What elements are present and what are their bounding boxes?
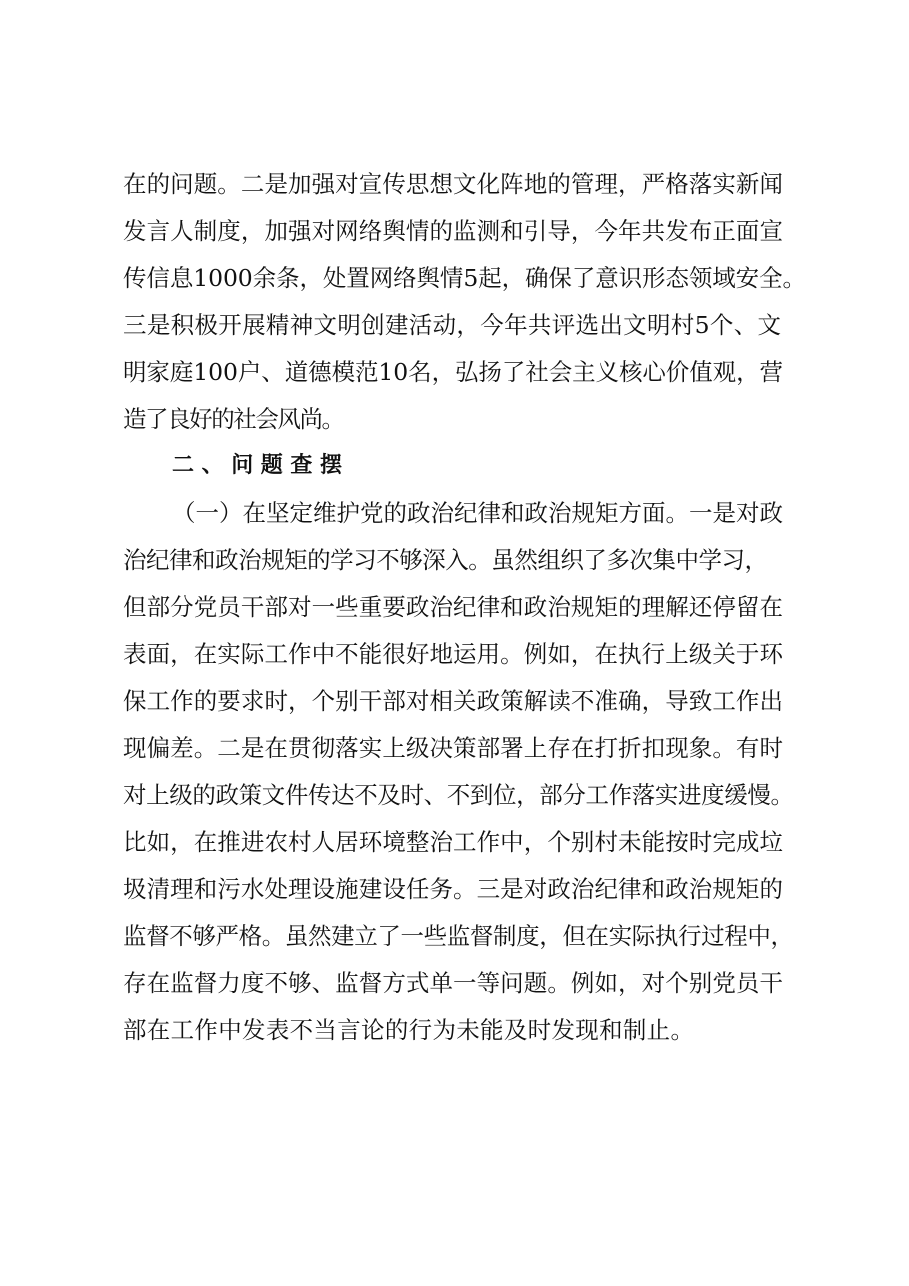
text-line: 在的问题。二是加强对宣传思想文化阵地的管理，严格落实新闻 [123, 170, 784, 198]
text-line: 保工作的要求时，个别干部对相关政策解读不准确，导致工作出 [123, 687, 784, 715]
text-line: 圾清理和污水处理设施建设任务。三是对政治纪律和政治规矩的 [123, 875, 784, 903]
text-line: （一）在坚定维护党的政治纪律和政治规矩方面。一是对政 [172, 499, 783, 527]
text-line: 三是积极开展精神文明创建活动，今年共评选出文明村5个、文 [123, 311, 782, 339]
text-line: 对上级的政策文件传达不及时、不到位，部分工作落实进度缓慢。 [123, 781, 794, 809]
text-line: 但部分党员干部对一些重要政治纪律和政治规矩的理解还停留在 [123, 593, 784, 621]
text-line: 传信息1000余条，处置网络舆情5起，确保了意识形态领域安全。 [123, 264, 806, 292]
text-line: 治纪律和政治规矩的学习不够深入。虽然组织了多次集中学习， [123, 546, 768, 574]
text-line: 监督不够严格。虽然建立了一些监督制度，但在实际执行过程中， [123, 922, 794, 950]
text-line: 存在监督力度不够、监督方式单一等问题。例如，对个别党员干 [123, 969, 784, 997]
text-line: 造了良好的社会风尚。 [123, 405, 344, 433]
text-line: 发言人制度，加强对网络舆情的监测和引导，今年共发布正面宣 [123, 217, 784, 245]
text-line: 部在工作中发表不当言论的行为未能及时发现和制止。 [123, 1016, 695, 1044]
text-line: 明家庭100户、道德模范10名，弘扬了社会主义核心价值观，营 [123, 358, 783, 386]
text-line: 比如，在推进农村人居环境整治工作中，个别村未能按时完成垃 [123, 828, 784, 856]
text-line: 表面，在实际工作中不能很好地运用。例如，在执行上级关于环 [123, 640, 784, 668]
section-heading: 二、问题查摆 [172, 453, 350, 478]
text-line: 现偏差。二是在贯彻落实上级决策部署上存在打折扣现象。有时 [123, 734, 784, 762]
